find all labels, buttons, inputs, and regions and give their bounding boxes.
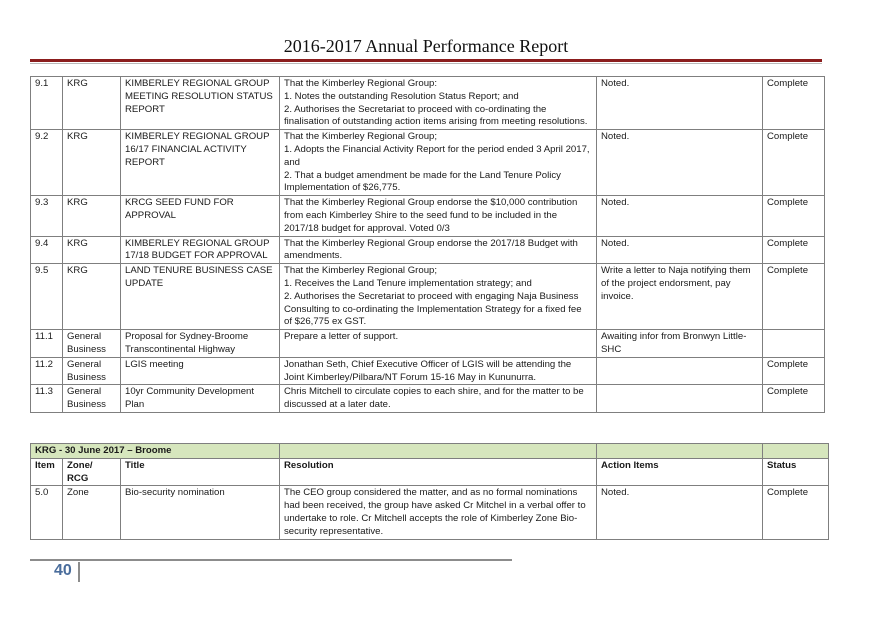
cell-item: 11.1 [31, 330, 63, 358]
cell-title: KIMBERLEY REGIONAL GROUP 16/17 FINANCIAL ACTIVITY REPORT [121, 130, 280, 196]
cell-item: 9.2 [31, 130, 63, 196]
cell-title: 10yr Community Development Plan [121, 385, 280, 413]
table-row [31, 264, 825, 330]
cell-resolution: That the Kimberley Regional Group: 1. Notes the outstanding Resolution Status Report; and 2. Authorises the Secretariat to proceed with co-ordinating the finalisation of outstanding action items arising from meeting resolutions. [280, 77, 597, 130]
page-number: 40 [54, 562, 72, 579]
cell-action: Write a letter to Naja notifying them of the project endorsment, pay invoice. [597, 264, 763, 330]
table-row [31, 196, 825, 236]
cell-status: Complete [763, 357, 825, 385]
header-title: Title [121, 458, 280, 486]
cell-status: Complete [763, 486, 829, 539]
section-heading-row [31, 444, 829, 459]
resolutions-table [30, 76, 825, 413]
table-row [31, 385, 825, 413]
table-row [31, 330, 825, 358]
cell-zone: Zone [63, 486, 121, 539]
header-action-items: Action Items [597, 458, 763, 486]
cell-resolution: The CEO group considered the matter, and as no formal nominations had been received, the group have asked Cr Mitchel in a verbal offer to undertake to role. Cr Mitchell accepts the role of Kimberley Zone Bio-security representative. [280, 486, 597, 539]
cell-action: Noted. [597, 236, 763, 264]
cell-resolution: Prepare a letter of support. [280, 330, 597, 358]
cell-title: LGIS meeting [121, 357, 280, 385]
cell-zone: KRG [63, 264, 121, 330]
cell-item: 9.4 [31, 236, 63, 264]
cell-resolution: That the Kimberley Regional Group; 1. Adopts the Financial Activity Report for the period ended 3 April 2017, and 2. That a budget amendment be made for the Land Tenure Policy Implementation of $26,775. [280, 130, 597, 196]
cell-title: Bio-security nomination [121, 486, 280, 539]
footer-rule [30, 559, 512, 561]
cell-item: 9.1 [31, 77, 63, 130]
cell-zone: General Business [63, 357, 121, 385]
section-heading: KRG - 30 June 2017 – Broome [31, 444, 280, 459]
cell-zone: KRG [63, 77, 121, 130]
meeting-table [30, 443, 829, 540]
header-item: Item [31, 458, 63, 486]
resolutions-table-body [31, 77, 825, 413]
cell-status [763, 330, 825, 358]
cell-title: KIMBERLEY REGIONAL GROUP MEETING RESOLUTION STATUS REPORT [121, 77, 280, 130]
cell-resolution: Chris Mitchell to circulate copies to each shire, and for the matter to be discussed at a later date. [280, 385, 597, 413]
page-number-divider [78, 562, 80, 582]
header-status: Status [763, 458, 829, 486]
cell-resolution: That the Kimberley Regional Group endorse the 2017/18 Budget with amendments. [280, 236, 597, 264]
cell-action [597, 385, 763, 413]
table-row [31, 486, 829, 539]
cell-action: Awaiting infor from Bronwyn Little-SHC [597, 330, 763, 358]
title-rule [30, 59, 822, 62]
cell-item: 5.0 [31, 486, 63, 539]
cell-item: 9.3 [31, 196, 63, 236]
table-row [31, 236, 825, 264]
cell-action: Noted. [597, 486, 763, 539]
cell-title: Proposal for Sydney-Broome Transcontinental Highway [121, 330, 280, 358]
meeting-table-body [31, 486, 829, 539]
cell-zone: General Business [63, 385, 121, 413]
cell-resolution: That the Kimberley Regional Group; 1. Receives the Land Tenure implementation strategy; and 2. Authorises the Secretariat to proceed with engaging Naja Business Consulting to co-ordinating the Implementation Strategy for a fixed fee of $26,775 ex GST. [280, 264, 597, 330]
cell-item: 11.3 [31, 385, 63, 413]
cell-zone: KRG [63, 196, 121, 236]
cell-action: Noted. [597, 196, 763, 236]
header-zone: Zone/ RCG [63, 458, 121, 486]
cell-zone: General Business [63, 330, 121, 358]
cell-status: Complete [763, 264, 825, 330]
table-row [31, 130, 825, 196]
cell-status: Complete [763, 130, 825, 196]
cell-status: Complete [763, 77, 825, 130]
cell-title: KRCG SEED FUND FOR APPROVAL [121, 196, 280, 236]
header-resolution: Resolution [280, 458, 597, 486]
cell-action: Noted. [597, 77, 763, 130]
cell-status: Complete [763, 385, 825, 413]
cell-status: Complete [763, 196, 825, 236]
cell-item: 9.5 [31, 264, 63, 330]
table-row [31, 357, 825, 385]
cell-action [597, 357, 763, 385]
table-row [31, 77, 825, 130]
cell-title: KIMBERLEY REGIONAL GROUP 17/18 BUDGET FOR APPROVAL [121, 236, 280, 264]
cell-resolution: That the Kimberley Regional Group endorse the $10,000 contribution from each Kimberley Shire to the seed fund to be included in the 2017/18 budget for approval. Voted 0/3 [280, 196, 597, 236]
column-header-row [31, 458, 829, 486]
cell-item: 11.2 [31, 357, 63, 385]
cell-resolution: Jonathan Seth, Chief Executive Officer of LGIS will be attending the Joint Kimberley/Pilbara/NT Forum 15-16 May in Kununurra. [280, 357, 597, 385]
report-title: 2016-2017 Annual Performance Report [283, 36, 569, 56]
cell-zone: KRG [63, 130, 121, 196]
title-rule-secondary [30, 63, 822, 64]
cell-status: Complete [763, 236, 825, 264]
cell-action: Noted. [597, 130, 763, 196]
cell-zone: KRG [63, 236, 121, 264]
cell-title: LAND TENURE BUSINESS CASE UPDATE [121, 264, 280, 330]
